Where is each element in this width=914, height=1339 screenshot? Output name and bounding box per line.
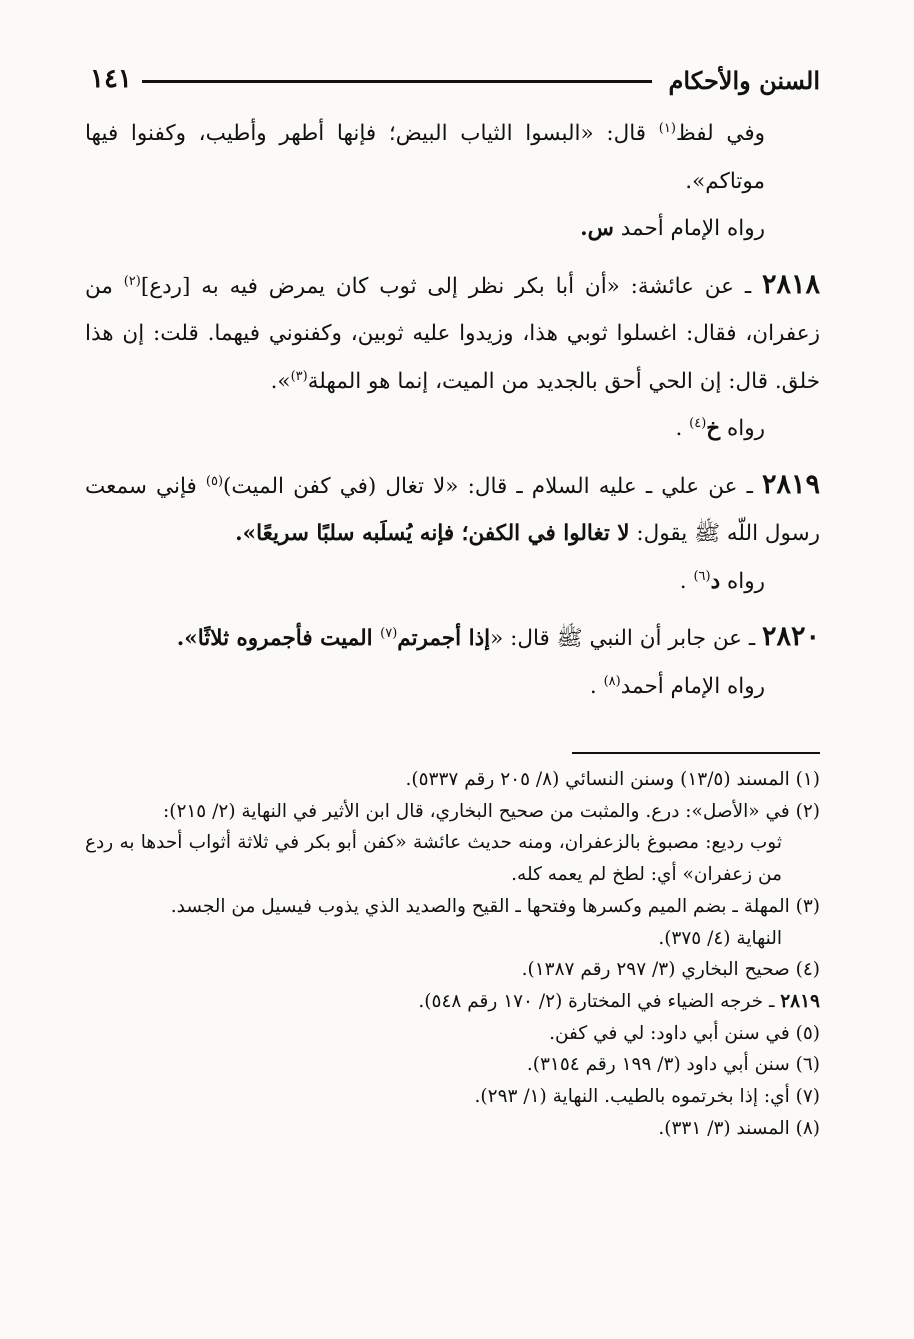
hadith-2820: ٢٨٢٠ ـ عن جابر أن النبي ﷺ قال: «إذا أجمرتم$^{(٧)}$ الميت فأجمروه ثلاثًا». [176, 621, 820, 652]
paragraph-variant: وفي لفظ$^{(١)}$ قال: «البسوا الثياب البيض؛ فإنها أطهر وأطيب، وكفنوا فيها موتاكم». [85, 120, 765, 194]
source-symbol: د [710, 568, 721, 594]
hadith-2819: ٢٨١٩ ـ عن علي ـ عليه السلام ـ قال: «لا تغال (في كفن الميت)$^{(٥)}$ فإني سمعت رسول اللّه ﷺ يقول: لا تغالوا في الكفن؛ فإنه يُسلَبه سلبًا سريعًا». [85, 468, 820, 546]
footnote-ref: (٣) [290, 368, 308, 384]
footnote-2: (٢) في «الأصل»: درع. والمثبت من صحيح البخاري، قال ابن الأثير في النهاية (٢/ ٢١٥): [162, 800, 820, 822]
footnote-8: (٨) المسند (٣/ ٣٣١). [658, 1117, 820, 1139]
prophetic-saying: إذا أجمرتم [397, 626, 491, 651]
prophetic-saying: لا تغالوا في الكفن؛ فإنه يُسلَبه سلبًا سريعًا». [235, 521, 630, 546]
footnote-4: (٤) صحيح البخاري (٣/ ٢٩٧ رقم ١٣٨٧). [521, 959, 820, 981]
footnotes [85, 764, 820, 1144]
footnote-ref: (٧) [380, 625, 398, 641]
footnote-ref: (٦) [693, 568, 711, 584]
hadith-number: ٢٨٢٠ [761, 621, 820, 652]
footnote-ref: (١) [658, 120, 676, 136]
main-text [85, 110, 820, 710]
footnote-6: (٦) سنن أبي داود (٣/ ١٩٩ رقم ٣١٥٤). [526, 1054, 820, 1076]
source-symbol: س. [580, 216, 614, 241]
footnote-ref: (٤) [689, 415, 707, 431]
footnote-1: (١) المسند (١٣/٥) وسنن النسائي (٨/ ٢٠٥ رقم ٥٣٣٧). [405, 769, 820, 790]
narration-note: رواه خ$^{(٤)}$ . [675, 415, 765, 441]
page-number: ١٤١ [90, 64, 132, 94]
footnote-5: (٥) في سنن أبي داود: لي في كفن. [549, 1022, 820, 1044]
hadith-number: ٢٨١٨ [761, 268, 820, 300]
running-title: السنن والأحكام [668, 66, 820, 95]
footnote-separator [572, 752, 820, 754]
footnote-ref: (٥) [205, 473, 224, 489]
narration-note: رواه الإمام أحمد س. [580, 216, 765, 241]
footnote-ref: (٨) [603, 673, 621, 689]
footnote-2819: ٢٨١٩ ـ خرجه الضياء في المختارة (٢/ ١٧٠ رقم ٥٤٨). [418, 990, 820, 1012]
hadith-number: ٢٨١٩ [780, 990, 820, 1012]
footnote-ref: (٢) [123, 273, 141, 289]
hadith-number: ٢٨١٩ [761, 468, 820, 500]
page-header [90, 62, 820, 102]
source-symbol: خ [706, 416, 721, 441]
narration-note: رواه د$^{(٦)}$ . [679, 568, 765, 594]
footnote-2-cont: ثوب رديع: مصبوغ بالزعفران، ومنه حديث عائشة «كفن أبو بكر في ثلاثة أثواب أحدها به ردع من زعفران» أي: لطخ لم يعمه كله. [85, 832, 782, 886]
narration-note: رواه الإمام أحمد$^{(٨)}$ . [589, 673, 765, 699]
header-rule [142, 80, 652, 83]
footnote-3-cont: النهاية (٤/ ٣٧٥). [658, 927, 782, 949]
hadith-2818: ٢٨١٨ ـ عن عائشة: «أن أبا بكر نظر إلى ثوب كان يمرض فيه به [ردع]$^{(٢)}$ من زعفران، فقال: اغسلوا ثوبي هذا، وزيدوا عليه ثوبين، وكفنوني فيهما. قلت: إن هذا خلق. قال: إن الحي أحق بالجديد من الميت، إنما هو المهلة$^{(٣)}$». [85, 268, 820, 394]
footnote-7: (٧) أي: إذا بخرتموه بالطيب. النهاية (١/ ٢٩٣). [474, 1086, 820, 1108]
prophetic-saying: الميت فأجمروه ثلاثًا». [176, 626, 381, 651]
footnote-3: (٣) المهلة ـ بضم الميم وكسرها وفتحها ـ القيح والصديد الذي يذوب فيسيل من الجسد. [170, 895, 820, 917]
